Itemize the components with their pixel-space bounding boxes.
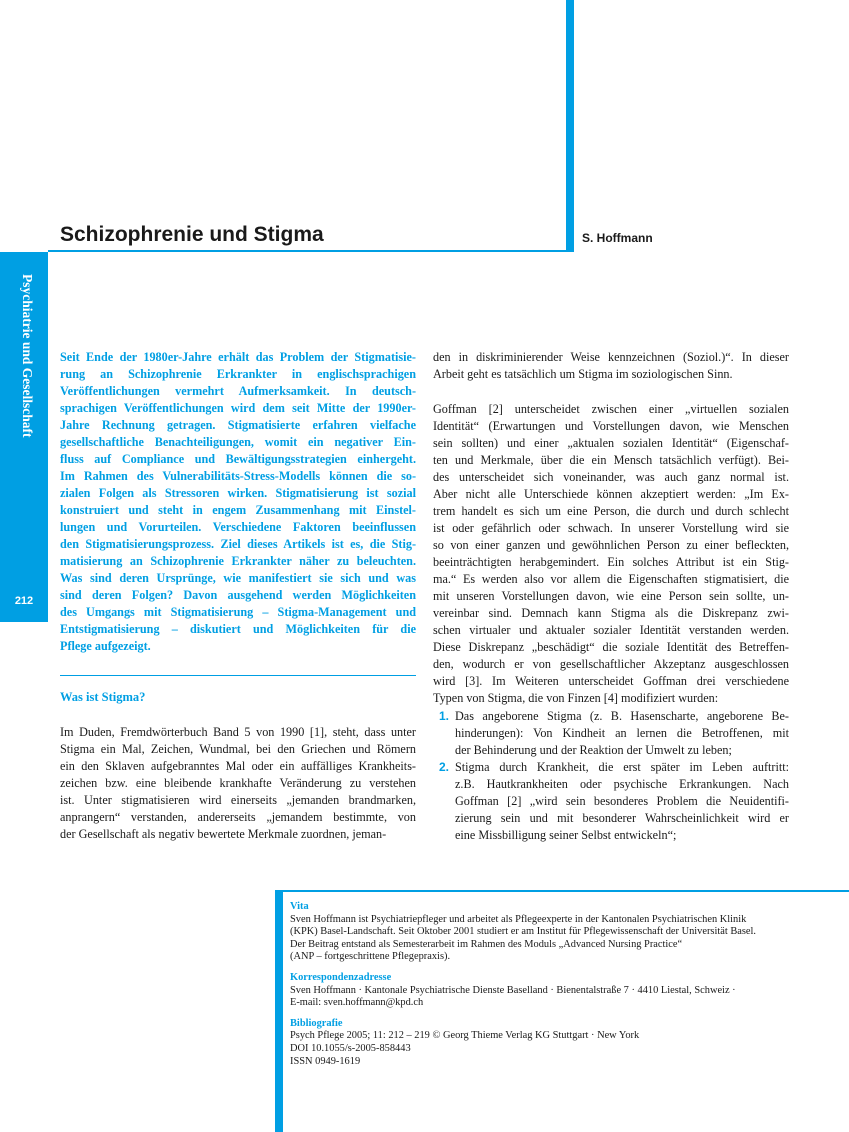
text-line: Diese Diskrepanz „beschädigt“ die soziale Identität des Betreffen- bbox=[433, 640, 789, 654]
text-line: sind deren Folgen? Davon ausgehend werden Möglichkeiten bbox=[60, 588, 416, 602]
text-line: matisierung an Schizophrenie Erkrankter näher zu beleuchten. bbox=[60, 554, 416, 568]
info-box-rule bbox=[275, 890, 849, 892]
text-line: zialen Folgen als Stressoren wirken. Stigmatisierung ist sozial bbox=[60, 486, 416, 500]
bibliography-text bbox=[290, 1030, 800, 1068]
text-line: trem handelt es sich um eine Person, die durch und durch schlecht bbox=[433, 504, 789, 518]
address-text bbox=[290, 985, 800, 1010]
text-line: Typen von Stigma, die von Finzen [4] modifiziert wurden: bbox=[433, 691, 719, 705]
text-line: des Umgangs mit Stigmatisierung – Stigma-Management und bbox=[60, 605, 416, 619]
info-line: ISSN 0949-1619 bbox=[290, 1055, 361, 1067]
text-line: Goffman [2] unterscheidet zwischen einer „virtuellen sozialen bbox=[433, 402, 789, 416]
text-line: lungen und Vorurteilen. Verschiedene Faktoren beeinflussen bbox=[60, 520, 416, 534]
info-box-bar bbox=[275, 890, 283, 1132]
text-line: mit unseren Vorstellungen davon, wie eine Person sein sollte, un- bbox=[433, 589, 789, 603]
text-line: so von einer ganzen und gewöhnlichen Person zu einer befleckten, bbox=[433, 538, 789, 552]
top-accent-bar bbox=[566, 0, 574, 252]
text-line: der Behinderung und der Reaktion der Umwelt zu leben; bbox=[455, 743, 732, 757]
text-line: Goffman [2] „wird sein besonderes Problem die Neuidentifi- bbox=[455, 794, 789, 808]
text-line: Was sind deren Ursprünge, wie manifestiert sie sich und was bbox=[60, 571, 416, 585]
abstract-divider bbox=[60, 675, 416, 676]
text-line: ist. Unter stigmatisieren wird einerseits „jemanden brandmarken, bbox=[60, 793, 416, 807]
text-line: anprangern“ verstanden, andererseits „jemandem bestimmte, von bbox=[60, 810, 416, 824]
text-line: des unterscheidet sich voneinander, was auch ganz normal ist. bbox=[433, 470, 789, 484]
article-title: Schizophrenie und Stigma bbox=[60, 223, 324, 246]
text-line: Aber nicht alle Unterschiede können akzeptiert werden: „Im Ex- bbox=[433, 487, 789, 501]
text-line: Seit Ende der 1980er-Jahre erhält das Problem der Stigmatisie- bbox=[60, 350, 416, 364]
body-paragraph-goffman bbox=[433, 401, 789, 707]
text-line: eine Missbilligung seiner Selbst entwickeln“; bbox=[455, 828, 677, 842]
info-line: Sven Hoffmann · Kantonale Psychiatrische Dienste Baselland · Bienentalstraße 7 · 4410 Liestal, Schweiz · bbox=[290, 984, 736, 996]
text-line: der Gesellschaft als negativ bewertete Merkmale zuordnen, jeman- bbox=[60, 827, 387, 841]
stigma-types-list bbox=[433, 708, 789, 844]
info-line: (ANP – fortgeschrittene Pflegepraxis). bbox=[290, 951, 451, 963]
text-line: Arbeit geht es tatsächlich um Stigma im soziologischen Sinn. bbox=[433, 367, 733, 381]
text-line: wird [3]. Im Weiteren unterscheidet Goffman drei verschiedene bbox=[433, 674, 789, 688]
list-number: 1. bbox=[439, 709, 450, 723]
text-line: Jahre Rechnung getragen. Stigmatisierte erfahren vielfache bbox=[60, 418, 416, 432]
text-line: zierung sein und mit besonderer Wahrscheinlichkeit wird er bbox=[455, 811, 789, 825]
author-name: S. Hoffmann bbox=[582, 231, 653, 245]
text-line: z.B. Hautkrankheiten oder psychische Erkrankungen. Nach bbox=[455, 777, 789, 791]
text-line: den Stigmatisierungsprozess. Ziel dieses Artikels ist es, die Stig- bbox=[60, 537, 416, 551]
body-paragraph-continuation bbox=[433, 349, 789, 383]
info-line: (KPK) Basel-Landschaft. Seit Oktober 2001 studiert er am Institut für Pflegewissenschaft der Universität Basel. bbox=[290, 926, 757, 938]
info-line: Sven Hoffmann ist Psychiatriepfleger und arbeitet als Pflegeexperte in der Kantonalen Psychiatrischen Klinik bbox=[290, 913, 747, 925]
text-line: gesellschaftliche Benachteiligungen, womit ein negativer Ein- bbox=[60, 435, 416, 449]
text-line: Entstigmatisierung – diskutiert und Möglichkeiten für die bbox=[60, 622, 416, 636]
section-heading: Was ist Stigma? bbox=[60, 690, 146, 704]
text-line: hinderungen): Von Kindheit an lernen die Betroffenen, mit bbox=[455, 726, 789, 740]
title-rule bbox=[48, 250, 574, 252]
text-line: Pflege aufgezeigt. bbox=[60, 639, 151, 653]
text-line: den, wodurch er von gesellschaftlicher Akzeptanz ausgeschlossen bbox=[433, 657, 789, 671]
list-item bbox=[433, 708, 789, 759]
text-line: fluss auf Compliance und Bewältigungsstrategien einhergeht. bbox=[60, 452, 416, 466]
text-line: konstruiert und steht in engem Zusammenhang mit Einstel- bbox=[60, 503, 416, 517]
text-line: Identität“ (Erwartungen und Vorstellungen davon, wie Menschen bbox=[433, 419, 789, 433]
body-paragraph-duden bbox=[60, 724, 416, 843]
info-box bbox=[290, 901, 800, 1076]
text-line: ten und Merkmale, über die ein Mensch tatsächlich verfügt). Bei- bbox=[433, 453, 789, 467]
text-line: Stigma ein Mal, Zeichen, Wundmal, bei den Griechen und Römern bbox=[60, 742, 416, 756]
text-line: sprachigen Veröffentlichungen wird dem seit Mitte der 1990er- bbox=[60, 401, 416, 415]
section-label: Psychiatrie und Gesellschaft bbox=[20, 274, 35, 438]
text-line: sein sollten) und einer „aktualen sozialen Identität“ (Eigenschaf- bbox=[433, 436, 789, 450]
text-line: beeinträchtigten herabgemindert. Ein solches Attribut ist ein Stig- bbox=[433, 555, 789, 569]
info-line: Psych Pflege 2005; 11: 212 – 219 © Georg Thieme Verlag KG Stuttgart · New York bbox=[290, 1030, 640, 1042]
text-line: zeichen bzw. eine bleibende krankhafte Veränderung zu verstehen bbox=[60, 776, 416, 790]
text-line: rung an Schizophrenie Erkrankter in englischsprachigen bbox=[60, 367, 416, 381]
page-number: 212 bbox=[14, 595, 34, 607]
text-line: Im Rahmen des Vulnerabilitäts-Stress-Modells können die so- bbox=[60, 469, 416, 483]
text-line: den in diskriminierender Weise kennzeichnen (Soziol.)“. In dieser bbox=[433, 350, 789, 364]
address-label: Korrespondenzadresse bbox=[290, 971, 392, 983]
text-line: ma.“ Es werden also vor allem die Eigenschaften stigmatisiert, die bbox=[433, 572, 789, 586]
list-item bbox=[433, 759, 789, 844]
info-line: Der Beitrag entstand als Semesterarbeit im Rahmen des Moduls „Advanced Nursing Practice“ bbox=[290, 938, 683, 950]
info-line: E-mail: sven.hoffmann@kpd.ch bbox=[290, 997, 424, 1009]
text-line: Veröffentlichungen vermehrt Aufmerksamkeit. In deutsch- bbox=[60, 384, 416, 398]
text-line: Stigma durch Krankheit, die erst später im Leben auftritt: bbox=[455, 760, 789, 774]
info-line: DOI 10.1055/s-2005-858443 bbox=[290, 1042, 411, 1054]
text-line: Im Duden, Fremdwörterbuch Band 5 von 1990 [1], steht, dass unter bbox=[60, 725, 416, 739]
text-line: schen virtualer und aktualer sozialer Identität verstanden werden. bbox=[433, 623, 789, 637]
abstract bbox=[60, 349, 416, 655]
text-line: ist oder gefährlich oder schwach. In unserer Vorstellung wird sie bbox=[433, 521, 789, 535]
text-line: ein den Sklaven aufgebranntes Mal oder ein auffälliges Krankheits- bbox=[60, 759, 416, 773]
vita-text bbox=[290, 914, 800, 964]
text-line: Das angeborene Stigma (z. B. Hasenscharte, angeborene Be- bbox=[455, 709, 789, 723]
list-number: 2. bbox=[439, 760, 450, 774]
bibliography-label: Bibliografie bbox=[290, 1017, 343, 1029]
text-line: vereinbar sind. Demnach kann Stigma als die Diskrepanz zwi- bbox=[433, 606, 789, 620]
vita-label: Vita bbox=[290, 901, 309, 912]
